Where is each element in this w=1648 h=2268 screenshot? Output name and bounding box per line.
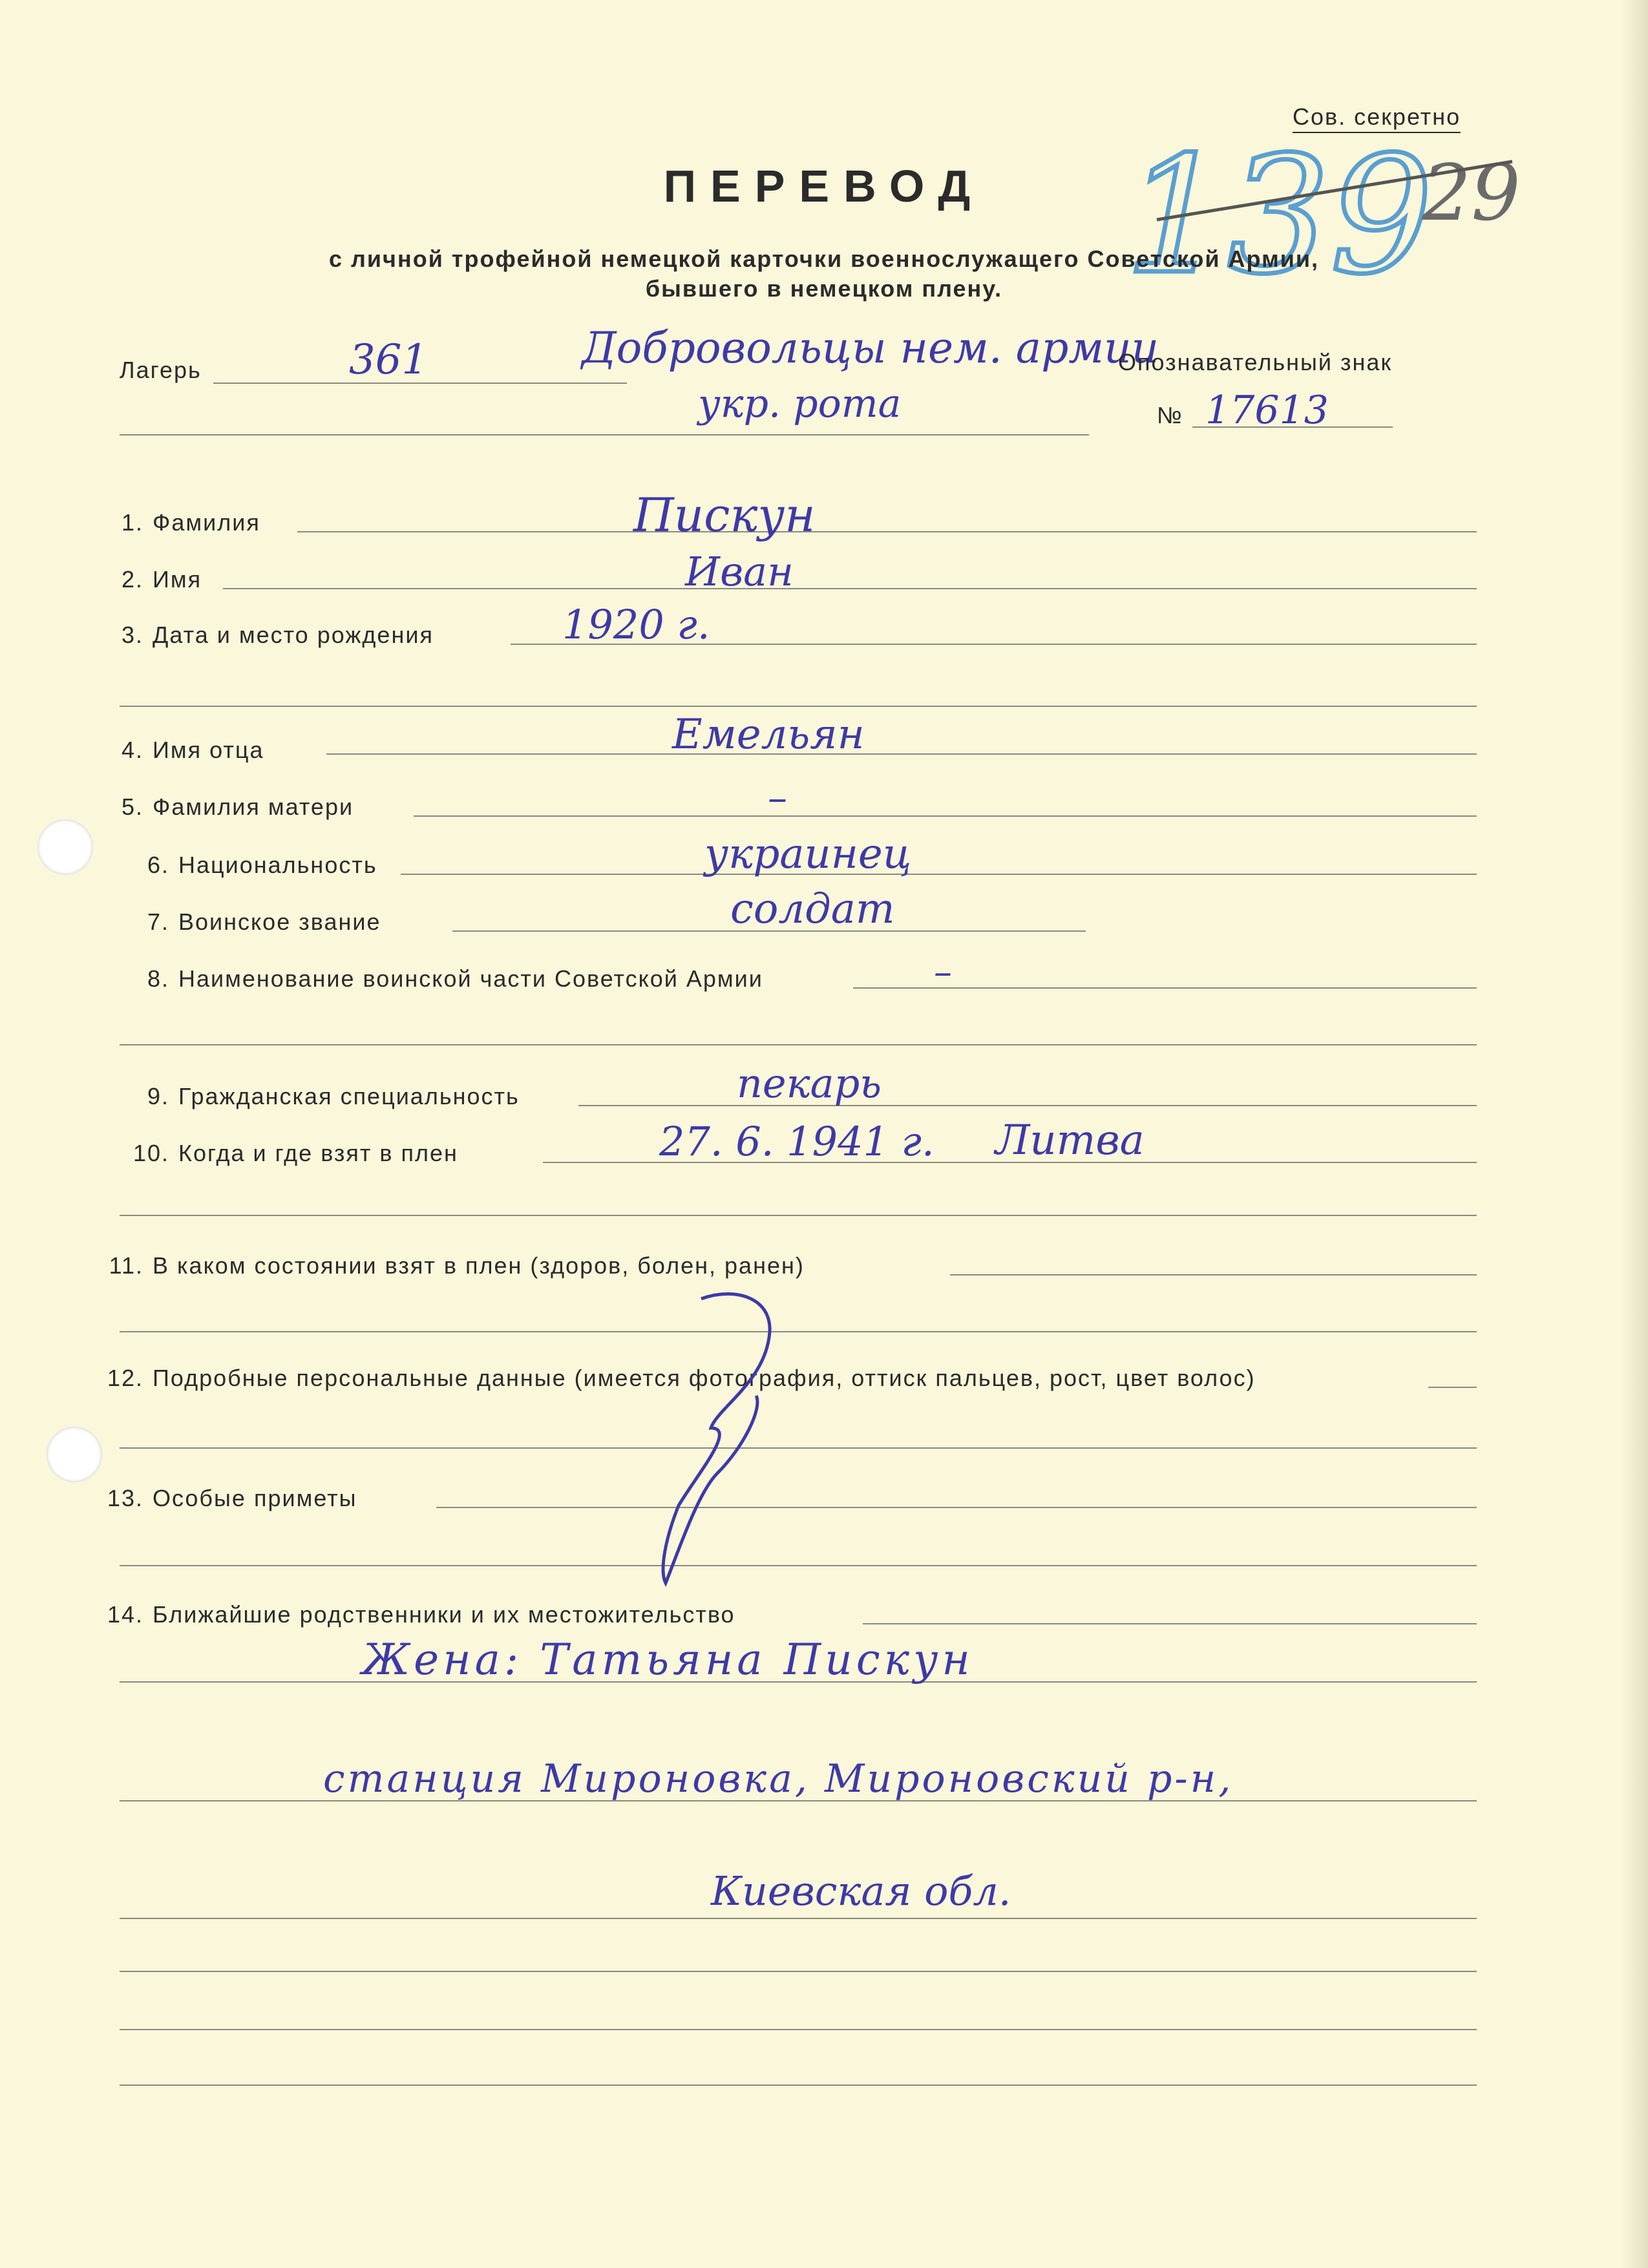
field-11-label: [103, 1252, 805, 1279]
field-10-rule-2: [120, 1215, 1477, 1216]
field-9-value: пекарь: [737, 1060, 882, 1107]
id-tag-prefix: №: [1157, 402, 1183, 428]
field-13-text: Особые приметы: [153, 1485, 357, 1511]
field-5-value: –: [768, 775, 787, 821]
field-10-text: Когда и где взят в плен: [178, 1140, 458, 1166]
field-9-number: 9.: [147, 1083, 169, 1109]
field-10-label: [129, 1140, 458, 1167]
field-8-value: –: [934, 951, 952, 993]
field-4-label: [103, 737, 264, 764]
classification-mark: Сов. секретно: [1293, 103, 1461, 133]
field-6-text: Национальность: [178, 852, 377, 878]
field-8-label: [129, 965, 763, 992]
field-11-text: В каком состоянии взят в плен (здоров, болен, ранен): [153, 1252, 805, 1279]
camp-value: 361: [349, 336, 428, 384]
punch-hole-top: [37, 819, 93, 875]
relatives-line1: Жена: Татьяна Пискун: [362, 1635, 974, 1685]
relatives-rule-3: [120, 1918, 1477, 1919]
archive-small-number: 29: [1422, 149, 1521, 238]
field-4-value: Емельян: [672, 711, 865, 759]
field-4-text: Имя отца: [153, 737, 264, 763]
field-6-value: украинец: [704, 830, 912, 878]
field-12-text: Подробные персональные данные (имеется фотография, оттиск пальцев, рост, цвет волос): [153, 1365, 1256, 1391]
field-5-label: [103, 793, 354, 821]
field-2-label: [103, 566, 202, 593]
field-6-number: 6.: [147, 852, 169, 878]
field-1-number: 1.: [121, 509, 143, 536]
camp-label: Лагерь: [120, 357, 202, 383]
field-10-value: 27. 6. 1941 г.: [659, 1118, 935, 1165]
field-5-number: 5.: [121, 793, 143, 820]
document-title: ПЕРЕВОД: [663, 161, 985, 211]
relatives-rule-5: [120, 2029, 1477, 2030]
field-9-rule: [578, 1105, 1477, 1106]
relatives-rule-4: [120, 1971, 1477, 1972]
field-2-rule: [223, 588, 1477, 589]
field-14-number: 14.: [107, 1601, 143, 1628]
field-12-rule: [1428, 1387, 1477, 1388]
field-6-label: [129, 852, 377, 879]
field-8-text: Наименование воинской части Советской Армии: [178, 965, 763, 992]
field-2-number: 2.: [121, 566, 143, 593]
field-13-rule: [436, 1507, 1477, 1508]
field-2-text: Имя: [153, 566, 202, 593]
camp-note-line2: укр. рота: [698, 381, 902, 426]
field-14-text: Ближайшие родственники и их местожительство: [153, 1601, 735, 1628]
field-5-rule: [414, 815, 1477, 817]
field-1-text: Фамилия: [153, 509, 260, 536]
field-4-rule: [326, 753, 1477, 755]
field-7-label: [129, 908, 381, 936]
field-2-value: Иван: [685, 548, 794, 595]
archive-number: 139: [1125, 121, 1433, 310]
field-9-label: [129, 1083, 520, 1110]
field-7-text: Воинское звание: [178, 908, 381, 935]
field-3-number: 3.: [121, 622, 143, 648]
relatives-line2: станция Мироновка, Мироновский р-н,: [323, 1756, 1234, 1801]
relatives-line3: Киевская обл.: [711, 1867, 1011, 1915]
field-3-text: Дата и место рождения: [153, 622, 434, 648]
relatives-rule-6: [120, 2084, 1477, 2086]
field-12-number: 12.: [107, 1365, 143, 1391]
field-9-text: Гражданская специальность: [178, 1083, 520, 1109]
field-10-number: 10.: [132, 1140, 169, 1166]
field-6-rule: [401, 874, 1477, 875]
field-4-number: 4.: [121, 737, 143, 763]
camp-rule-2: [120, 434, 1089, 436]
id-tag-value: 17613: [1205, 388, 1329, 433]
field-14-rule: [863, 1623, 1477, 1624]
id-tag-label: Опознавательный знак: [1118, 349, 1393, 375]
punch-hole-bottom: [47, 1427, 102, 1482]
field-1-label: [103, 509, 260, 536]
document-subtitle-line2: бывшего в немецком плену.: [645, 275, 1003, 302]
field-3-rule-2: [120, 706, 1477, 707]
camp-note-line1: Добровольцы нем. армии: [582, 323, 1159, 373]
field-8-rule-2: [120, 1044, 1477, 1045]
field-3-label: [103, 622, 434, 649]
field-11-rule: [950, 1274, 1477, 1276]
field-7-number: 7.: [147, 908, 169, 935]
field-1-rule: [297, 531, 1477, 532]
blank-fields-stroke: [640, 1279, 808, 1590]
field-13-label: [103, 1485, 357, 1512]
document-subtitle-line1: с личной трофейной немецкой карточки военнослужащего Советской Армии,: [329, 246, 1319, 272]
paper-edge-shadow: [1622, 0, 1648, 2268]
field-10-value-place: Литва: [995, 1117, 1145, 1164]
field-11-number: 11.: [109, 1252, 143, 1279]
field-8-number: 8.: [147, 965, 169, 992]
field-5-text: Фамилия матери: [153, 793, 354, 820]
field-14-label: [103, 1601, 735, 1628]
field-3-value: 1920 г.: [562, 601, 710, 648]
field-1-value: Пискун: [633, 488, 816, 542]
field-7-value: солдат: [730, 885, 895, 933]
field-13-number: 13.: [107, 1485, 143, 1511]
